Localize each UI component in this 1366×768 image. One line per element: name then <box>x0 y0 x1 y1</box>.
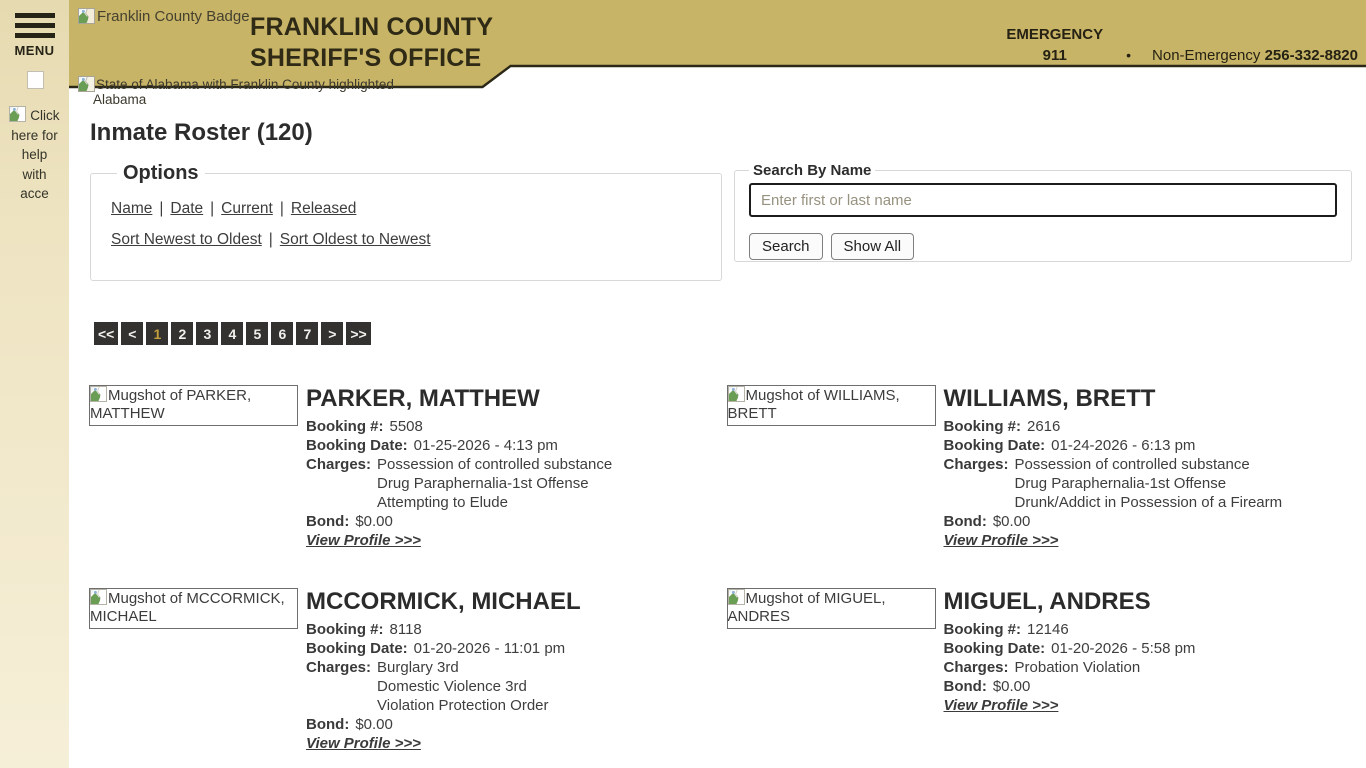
menu-button[interactable] <box>0 0 69 58</box>
mugshot-broken-image <box>89 385 298 426</box>
bond-label: Bond: <box>943 513 987 530</box>
show-all-button[interactable]: Show All <box>831 233 915 260</box>
current-link[interactable]: Current <box>221 200 273 217</box>
state-alt-text: State of Alabama with Franklin County highlighted <box>96 77 394 92</box>
search-buttons-row <box>749 233 1337 260</box>
prev-page-button[interactable]: < <box>121 322 143 345</box>
booking-date-label: Booking Date: <box>306 640 408 657</box>
booking-number-value: 5508 <box>389 418 423 435</box>
charges-label: Charges: <box>306 659 372 676</box>
inmate-name: MCCORMICK, MICHAEL <box>306 588 581 615</box>
county-badge-broken-image <box>78 8 250 25</box>
page-button-6[interactable]: 6 <box>271 322 293 345</box>
mugshot-alt-text: Mugshot of MIGUEL, ANDRES <box>727 590 886 625</box>
search-input[interactable] <box>749 183 1337 217</box>
first-page-button[interactable]: << <box>94 322 118 345</box>
broken-image-icon <box>728 386 745 403</box>
page-button-4[interactable]: 4 <box>221 322 243 345</box>
inmate-card <box>89 385 715 550</box>
emergency-label: EMERGENCY <box>1006 26 1104 43</box>
view-profile-link[interactable]: View Profile >>> <box>306 532 421 549</box>
inmate-card <box>727 588 1353 753</box>
mugshot-broken-image <box>727 385 936 426</box>
charge-line: Drug Paraphernalia-1st Offense <box>377 475 589 492</box>
charge-line: Probation Violation <box>1014 659 1141 676</box>
menu-label: MENU <box>14 43 55 58</box>
emergency-number: 911 <box>1042 47 1067 64</box>
charge-line: Domestic Violence 3rd <box>377 678 527 695</box>
state-map-broken-image <box>78 76 598 107</box>
bond-value: $0.00 <box>355 513 393 530</box>
charges-value <box>377 455 612 512</box>
state-caption: Alabama <box>93 92 147 107</box>
sort-links <box>111 231 711 249</box>
view-profile-link[interactable]: View Profile >>> <box>943 532 1059 549</box>
page-button-2[interactable]: 2 <box>171 322 193 345</box>
booking-date-value: 01-24-2026 - 6:13 pm <box>1051 437 1196 454</box>
inmate-card <box>727 385 1353 550</box>
charges-value <box>1015 658 1141 677</box>
charges-label: Charges: <box>943 456 1009 473</box>
charges-value <box>1015 455 1283 512</box>
hamburger-icon <box>0 13 69 38</box>
link-separator: | <box>159 200 164 217</box>
non-emergency-info <box>1152 45 1358 66</box>
last-page-button[interactable]: >> <box>346 322 370 345</box>
non-emergency-label: Non-Emergency <box>1152 47 1261 64</box>
sort-newest-to-oldest-link[interactable]: Sort Newest to Oldest <box>111 231 262 248</box>
booking-date-value: 01-20-2026 - 11:01 pm <box>413 640 566 657</box>
page-title: Inmate Roster (120) <box>90 119 313 146</box>
header <box>69 0 1366 108</box>
inmate-name: MIGUEL, ANDRES <box>943 588 1151 615</box>
search-legend: Search By Name <box>753 162 872 179</box>
broken-image-icon <box>728 589 745 606</box>
booking-number-label: Booking #: <box>306 621 384 638</box>
charge-line: Attempting to Elude <box>377 494 508 511</box>
non-emergency-number: 256-332-8820 <box>1264 47 1358 64</box>
emergency-911 <box>1006 24 1103 66</box>
inmate-details <box>944 385 1283 550</box>
broken-image-placeholder <box>27 71 44 89</box>
bond-label: Bond: <box>306 716 350 733</box>
inmate-roster-grid <box>89 385 1352 753</box>
sort-oldest-to-newest-link[interactable]: Sort Oldest to Newest <box>279 231 431 248</box>
inmate-name: PARKER, MATTHEW <box>306 385 540 412</box>
pagination <box>94 322 371 345</box>
view-profile-link[interactable]: View Profile >>> <box>943 697 1059 714</box>
filter-links <box>111 200 711 218</box>
search-button[interactable]: Search <box>749 233 823 260</box>
released-link[interactable]: Released <box>290 200 357 217</box>
booking-number-value: 12146 <box>1027 621 1069 638</box>
page-button-1[interactable]: 1 <box>146 322 168 345</box>
bond-label: Bond: <box>306 513 350 530</box>
charge-line: Drunk/Addict in Possession of a Firearm <box>1014 494 1283 511</box>
booking-number-label: Booking #: <box>943 621 1021 638</box>
booking-date-value: 01-20-2026 - 5:58 pm <box>1051 640 1196 657</box>
page-button-7[interactable]: 7 <box>296 322 318 345</box>
page-button-5[interactable]: 5 <box>246 322 268 345</box>
inmate-name: WILLIAMS, BRETT <box>943 385 1156 412</box>
charges-label: Charges: <box>306 456 372 473</box>
booking-date-value: 01-25-2026 - 4:13 pm <box>413 437 558 454</box>
page-button-3[interactable]: 3 <box>196 322 218 345</box>
badge-alt-text: Franklin County Badge <box>97 8 250 25</box>
help-link-text: Click here for help with acce <box>11 108 60 201</box>
booking-number-label: Booking #: <box>943 418 1021 435</box>
charge-line: Possession of controlled substance <box>1014 456 1250 473</box>
charge-line: Burglary 3rd <box>377 659 459 676</box>
charges-value <box>377 658 548 715</box>
accessibility-help-link[interactable] <box>8 106 61 204</box>
charges-label: Charges: <box>943 659 1009 676</box>
booking-date-label: Booking Date: <box>943 640 1046 657</box>
emergency-info <box>1006 24 1358 66</box>
booking-number-value: 8118 <box>389 621 422 638</box>
broken-image-icon <box>78 76 95 93</box>
link-separator: | <box>279 200 284 217</box>
bullet-separator: • <box>1126 47 1132 63</box>
next-page-button[interactable]: > <box>321 322 343 345</box>
broken-image-icon <box>78 8 95 25</box>
inmate-card <box>89 588 715 753</box>
bond-label: Bond: <box>943 678 987 695</box>
search-panel <box>734 162 1352 262</box>
broken-image-icon <box>9 106 26 123</box>
broken-image-icon <box>90 589 107 606</box>
main-content <box>69 0 1366 768</box>
options-panel <box>90 162 722 281</box>
booking-number-value: 2616 <box>1027 418 1061 435</box>
bond-value: $0.00 <box>992 513 1031 530</box>
charge-line: Possession of controlled substance <box>377 456 613 473</box>
broken-image-icon <box>90 386 107 403</box>
site-title <box>250 12 493 74</box>
view-profile-link[interactable]: View Profile >>> <box>306 735 421 752</box>
charge-line: Drug Paraphernalia-1st Offense <box>1014 475 1227 492</box>
link-separator: | <box>210 200 215 217</box>
mugshot-alt-text: Mugshot of MCCORMICK, MICHAEL <box>90 590 285 625</box>
site-title-line2: SHERIFF'S OFFICE <box>250 44 482 72</box>
mugshot-alt-text: Mugshot of PARKER, MATTHEW <box>90 387 252 422</box>
booking-date-label: Booking Date: <box>306 437 408 454</box>
inmate-details <box>306 588 581 753</box>
site-title-line1: FRANKLIN COUNTY <box>250 13 494 41</box>
inmate-details <box>944 588 1196 715</box>
bond-value: $0.00 <box>992 678 1031 695</box>
inmate-details <box>306 385 612 550</box>
booking-number-label: Booking #: <box>306 418 384 435</box>
charge-line: Violation Protection Order <box>377 697 549 714</box>
mugshot-broken-image <box>89 588 298 629</box>
booking-date-label: Booking Date: <box>943 437 1046 454</box>
bond-value: $0.00 <box>355 716 393 733</box>
mugshot-alt-text: Mugshot of WILLIAMS, BRETT <box>727 387 900 422</box>
date-link[interactable]: Date <box>170 200 204 217</box>
name-link[interactable]: Name <box>111 200 153 217</box>
options-legend: Options <box>123 162 199 184</box>
sidebar <box>0 0 69 768</box>
mugshot-broken-image <box>727 588 936 629</box>
link-separator: | <box>268 231 273 248</box>
